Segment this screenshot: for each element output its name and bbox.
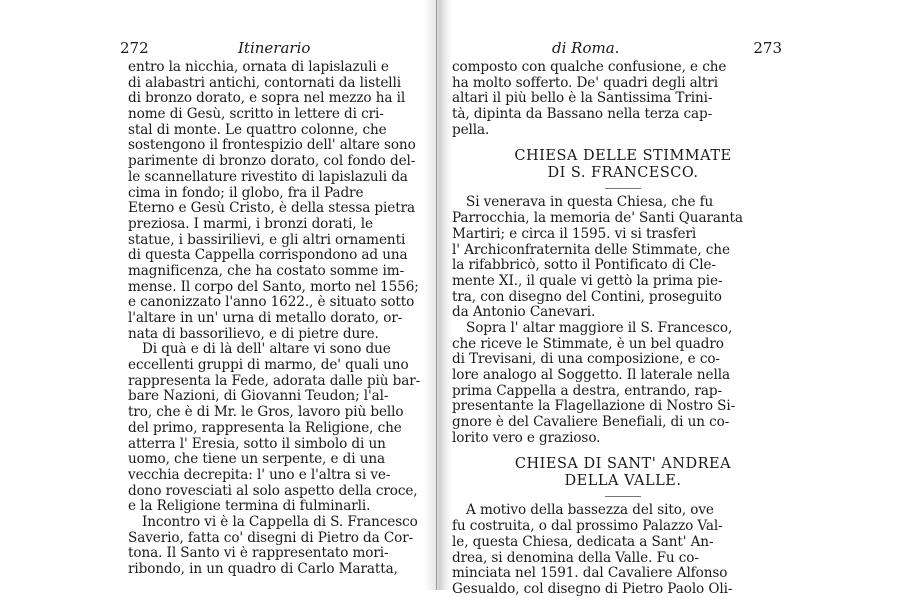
text-line: tra, con disegno del Contini, proseguito <box>452 289 722 305</box>
text-line: presentante la Flagellazione di Nostro Si- <box>452 399 736 415</box>
text-line: lore analogo al Soggetto. Il laterale nella <box>452 368 730 383</box>
right-intro-text <box>448 60 798 138</box>
text-line: ribondo, in un quadro di Carlo Maratta, <box>128 562 398 577</box>
text-line: le scannellature rivestito di lapislazuli da <box>128 169 408 185</box>
text-line: composto con qualche confusione, e che <box>452 60 727 75</box>
text-line: l'altare in un' urna di metallo dorato, or- <box>128 311 403 326</box>
text-line: parimente di bronzo dorato, col fondo del- <box>128 154 416 170</box>
left-running-title: Itinerario <box>238 39 311 57</box>
text-line: preziosa. I marmi, i bronzi dorati, le <box>128 216 373 232</box>
text-line: nome di Gesù, scritto in lettere di cri- <box>128 107 384 123</box>
right-page-number: 273 <box>753 39 782 57</box>
heading-line: DI S. FRANCESCO. <box>547 165 699 182</box>
right-running-title: di Roma. <box>552 39 620 57</box>
section-text-sant-andrea <box>448 503 798 597</box>
left-page-number: 272 <box>120 39 149 57</box>
heading-rule <box>605 188 641 189</box>
text-line: pella. <box>452 122 490 138</box>
text-line: Di quà e di là dell' altare vi sono due <box>142 342 391 358</box>
text-line: ha molto sofferto. De' quadri degli altri <box>452 75 718 91</box>
text-line: Sopra l' altar maggiore il S. Francesco, <box>466 320 733 336</box>
text-line: Gesualdo, col disegno di Pietro Paolo Oli- <box>452 581 733 597</box>
text-line: Si venerava in questa Chiesa, che fu <box>466 195 714 211</box>
left-running-head <box>100 36 450 60</box>
text-line: di bronzo dorato, e sopra nel mezzo ha il <box>128 91 406 107</box>
text-line: sostengono il frontespizio dell' altare sono <box>128 138 416 154</box>
heading-line: DELLA VALLE. <box>564 473 682 490</box>
text-line: Incontro vi è la Cappella di S. Francesco <box>142 514 418 530</box>
text-line: fu costruita, o dal prossimo Palazzo Val- <box>452 519 723 535</box>
text-line: la rifabbricò, sotto il Pontificato di Cle- <box>452 258 716 274</box>
text-line: statue, i bassirilievi, e gli altri ornamenti <box>128 232 406 248</box>
text-line: altari il più bello è la Santissima Trini- <box>452 91 713 107</box>
text-line: gnore è del Cavaliere Benefiali, di un co- <box>452 415 730 431</box>
right-running-head <box>448 36 798 60</box>
text-line: cima in fondo; il globo, fra il Padre <box>128 185 364 201</box>
text-line: di alabastri antichi, contornati da listelli <box>128 75 402 91</box>
left-page <box>100 36 450 590</box>
text-line: mente XI., il quale vi gettò la prima pie- <box>452 273 723 289</box>
text-line: tona. Il Santo vi è rappresentato mori- <box>128 546 389 562</box>
text-line: di Trevisani, di una composizione, e co- <box>452 352 720 368</box>
text-line: Martiri; e circa il 1595. vi si trasferì <box>452 226 697 242</box>
text-line: eccellenti gruppi di marmo, de' quali uno <box>128 358 409 374</box>
text-line: le, questa Chiesa, dedicata a Sant' An- <box>452 534 714 550</box>
text-line: Saverio, fatta co' disegni di Pietro da Cor- <box>128 530 414 546</box>
text-line: bare Nazioni, di Giovanni Teudon; l'al- <box>128 389 389 405</box>
text-line: drea, si denomina della Valle. Fu co- <box>452 550 699 566</box>
text-line: Parrocchia, la memoria de' Santi Quaranta <box>452 211 743 227</box>
text-line: da Antonio Canevari. <box>452 305 596 321</box>
text-line: e la Religione termina di fulminarli. <box>128 499 371 515</box>
right-page <box>448 36 798 597</box>
text-line: che riceve le Stimmate, è un bel quadro <box>452 336 724 352</box>
left-body-text <box>100 60 450 578</box>
heading-line: CHIESA DELLE STIMMATE <box>514 148 732 165</box>
text-line: l' Archiconfraternita delle Stimmate, che <box>452 242 730 258</box>
section-heading-sant-andrea <box>448 456 798 490</box>
text-line: magnificenza, che ha costato somme im- <box>128 263 405 279</box>
text-line: A motivo della bassezza del sito, ove <box>466 503 714 519</box>
text-line: uomo, che tiene un serpente, e di una <box>128 452 386 468</box>
text-line: prima Cappella a destra, entrando, rap- <box>452 383 722 399</box>
text-line: lorito vero e grazioso. <box>452 430 601 446</box>
text-line: Eterno e Gesù Cristo, è della stessa pietra <box>128 201 415 217</box>
section-text-stimmate <box>448 195 798 446</box>
text-line: rappresenta la Fede, adorata dalle più bar- <box>128 373 421 389</box>
section-heading-stimmate <box>448 148 798 182</box>
text-line: stal di monte. Le quattro colonne, che <box>128 122 387 138</box>
text-line: atterra l' Eresia, sotto il simbolo di un <box>128 436 386 452</box>
text-line: del primo, rappresenta la Religione, che <box>128 420 402 436</box>
text-line: entro la nicchia, ornata di lapislazuli e <box>128 60 389 75</box>
text-line: e canonizzato l'anno 1622., è situato sotto <box>128 295 415 311</box>
text-line: nata di bassorilievo, e di pietre dure. <box>128 326 379 342</box>
heading-rule <box>605 496 641 497</box>
heading-line: CHIESA DI SANT' ANDREA <box>514 456 732 473</box>
text-line: di questa Cappella corrispondono ad una <box>128 248 408 264</box>
text-line: dono rovesciati al solo aspetto della croce, <box>128 483 418 499</box>
text-line: tà, dipinta da Bassano nella terza cap- <box>452 107 713 123</box>
text-line: vecchia decrepita: l' uno e l'altra si ve- <box>128 467 391 483</box>
text-line: minciata nel 1591. dal Cavaliere Alfonso <box>452 566 728 582</box>
text-line: mense. Il corpo del Santo, morto nel 1556; <box>128 279 419 295</box>
text-line: tro, che è di Mr. le Gros, lavoro più bello <box>128 405 404 421</box>
